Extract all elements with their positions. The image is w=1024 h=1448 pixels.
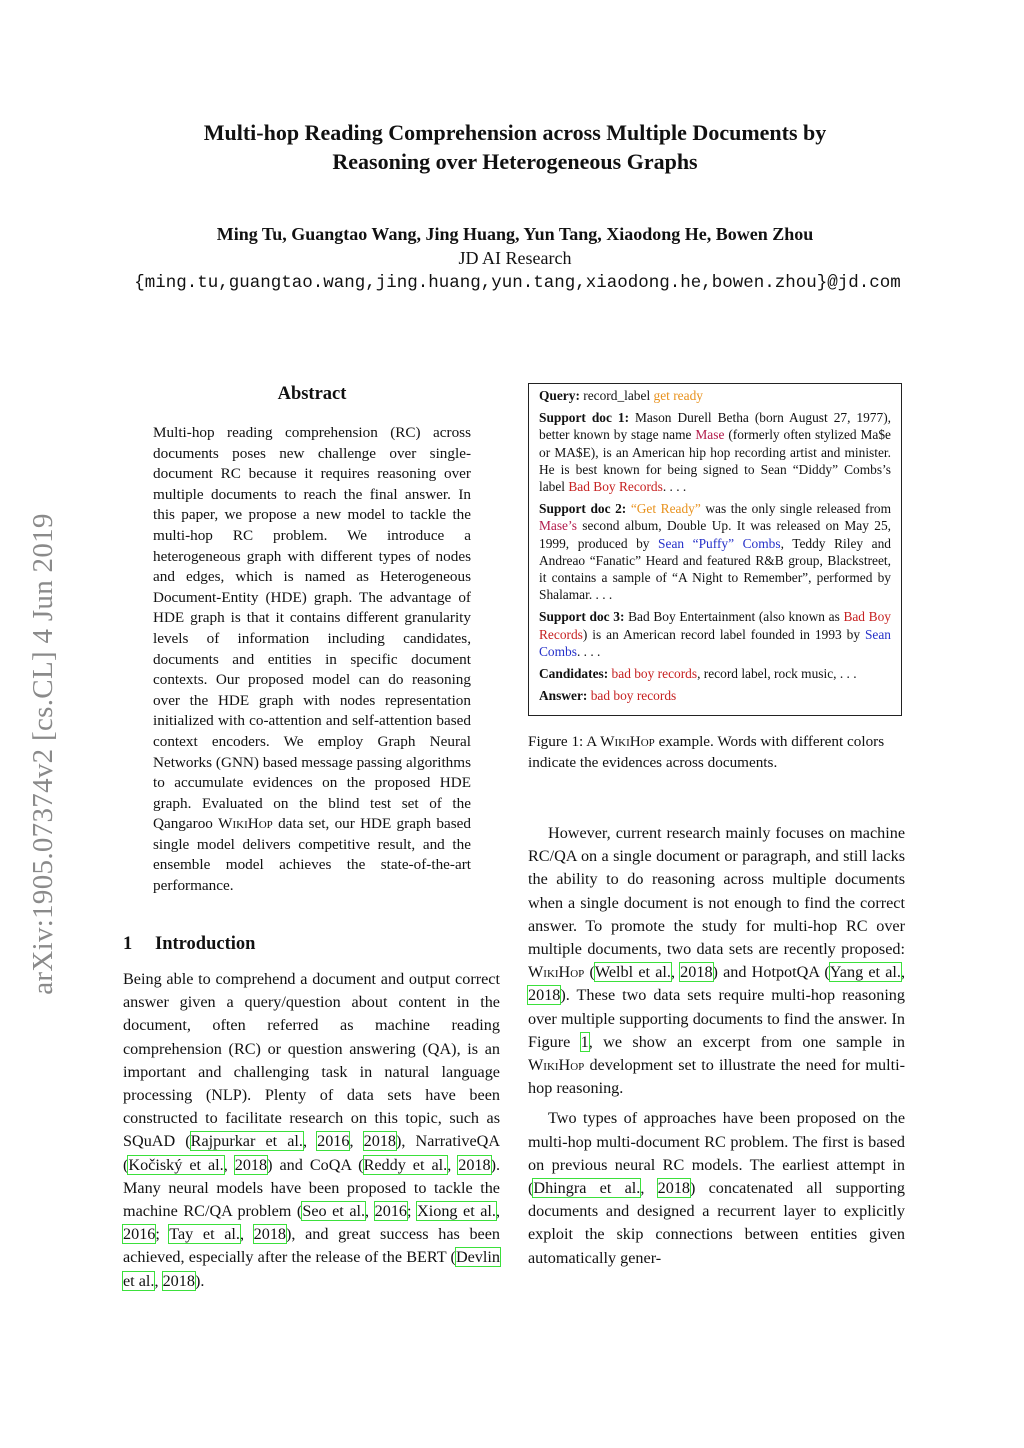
citation-link[interactable]: 2018 [162, 1271, 195, 1290]
introduction-paragraph: Being able to comprehend a document and output correct answer given a query/question about content in the document, often referred as machine reading comprehension (RC) or question answering (QA), is an important and challenging task in natural language processing (NLP). Plenty of data sets have been constructed to facilitate research on this topic, such as SQuAD (Rajpurkar et al., 2016, 2018), NarrativeQA (Kočiský et al., 2018) and CoQA (Reddy et al., 2018). Many neural models have been proposed to tackle the machine RC/QA problem (Seo et al., 2016; Xiong et al., 2016; Tay et al., 2018), and great success has been achieved, especially after the release of the BERT (Devlin et al., 2018). [123, 970, 501, 1290]
title-line-1: Multi-hop Reading Comprehension across Multiple Documents by [203, 120, 827, 145]
citation-link[interactable]: 2018 [458, 1155, 491, 1174]
right-column-text [528, 822, 905, 1270]
affiliation: JD AI Research [458, 248, 572, 268]
paragraph-multi-hop-datasets: However, current research mainly focuses on machine RC/QA on a single document or paragraph, and still lacks the ability to do reasoning across multiple documents when a single document is not enough to find the correct answer. To promote the study for multi-hop RC over multiple documents, two data sets are recently proposed: WikiHop (Welbl et al., 2018) and HotpotQA (Yang et al., 2018). These two data sets require multi-hop reasoning over multiple supporting documents to find the answer. In Figure 1, we show an excerpt from one sample in WikiHop development set to illustrate the need for multi-hop reasoning. [528, 824, 905, 1098]
email-list: {ming.tu,guangtao.wang,jing.huang,yun.tang,xiaodong.he,bowen.zhou}@jd.com [134, 273, 901, 293]
abstract-heading: Abstract [277, 384, 347, 404]
citation-link[interactable]: 2018 [253, 1225, 286, 1244]
citation-link[interactable]: 2016 [123, 1225, 156, 1244]
figure-answer: Answer: bad boy records [539, 688, 677, 704]
citation-link[interactable]: Tay et al. [169, 1225, 240, 1244]
section-title: Introduction [155, 934, 256, 954]
arxiv-identifier[interactable]: arXiv:1905.07374v2 [cs.CL] 4 Jun 2019 [27, 513, 59, 995]
citation-link[interactable]: Welbl et al. [594, 963, 671, 982]
citation-link[interactable]: 2018 [363, 1132, 396, 1151]
wikihop-name: WikiHop [218, 815, 273, 833]
citation-link[interactable]: 2018 [657, 1179, 690, 1198]
citation-link[interactable]: Xiong et al. [417, 1202, 496, 1221]
figure-support-doc-2: Support doc 2: “Get Ready” was the only single released from Mase’s second album, Double Up. It was released on May 25, 1999, produced by Sean “Puffy” Combs, Teddy Riley and Andreao “Fanatic” Heard and featured R&B group, Blackstreet, it contains a sample of “A Night to Remember”, performed by Shalamar. . . . [539, 501, 892, 603]
figure-candidates: Candidates: bad boy records, record label, rock music, . . . [539, 666, 857, 682]
citation-link[interactable]: Dhingra et al. [533, 1179, 641, 1198]
figure-support-doc-1: Support doc 1: Mason Durell Betha (born August 27, 1977), better known by stage name Mase (formerly often stylized Ma$e or MA$E), is an American hip hop recording artist and minister. He is best known for being signed to Sean “Diddy” Combs’s label Bad Boy Records. . . . [539, 410, 891, 495]
citation-link[interactable]: 2016 [317, 1132, 350, 1151]
figure-support-doc-3: Support doc 3: Bad Boy Entertainment (also known as Bad Boy Records) is an American record label founded in 1993 by Sean Combs. . . . [539, 609, 891, 659]
citation-link[interactable]: Reddy et al. [363, 1155, 448, 1174]
citation-link[interactable]: Devlin et al. [123, 1248, 500, 1290]
author-list: Ming Tu, Guangtao Wang, Jing Huang, Yun Tang, Xiaodong He, Bowen Zhou [216, 224, 814, 244]
paper-title [100, 118, 930, 176]
figure-query: Query: record_label get ready [539, 388, 703, 403]
citation-link[interactable]: 2016 [374, 1202, 407, 1221]
figure-1-caption: Figure 1: A WikiHop example. Words with different colors indicate the evidences across documents. [528, 733, 885, 771]
citation-link[interactable]: Kočiský et al. [128, 1155, 224, 1174]
citation-link[interactable]: 2018 [528, 986, 561, 1005]
section-heading-introduction [123, 932, 255, 956]
citation-link[interactable]: 2018 [234, 1155, 268, 1174]
citation-link[interactable]: Rajpurkar et al. [190, 1132, 303, 1151]
figure-reference-link[interactable]: 1 [580, 1032, 589, 1051]
title-line-2: Reasoning over Heterogeneous Graphs [332, 149, 698, 174]
citation-link[interactable]: Yang et al. [829, 963, 901, 982]
citation-link[interactable]: 2018 [680, 963, 713, 982]
paragraph-approaches: Two types of approaches have been proposed on the multi-hop multi-document RC problem. The first is based on previous neural RC models. The earliest attempt in (Dhingra et al., 2018) concatenated all supporting documents and designed a recurrent layer to explicitly exploit the skip connections between entities given automatically gener- [528, 1109, 906, 1267]
figure-1-example-box [528, 383, 902, 716]
section-number: 1 [123, 934, 133, 954]
abstract-text: Multi-hop reading comprehension (RC) across documents poses new challenge over single-document RC because it requires reasoning over multiple documents to reach the final answer. In this paper, we propose a new model to tackle the multi-hop RC problem. We introduce a heterogeneous graph with different types of nodes and edges, which is named as Heterogeneous Document-Entity (HDE) graph. The advantage of HDE graph is that it contains different granularity levels of information including candidates, documents and entities in specific document contexts. Our proposed model can do reasoning over the HDE graph with nodes representation initialized with co-attention and self-attention based context encoders. We employ Graph Neural Networks (GNN) based message passing algorithms to accumulate evidences on the proposed HDE graph. Evaluated on the blind test set of the Qangaroo WikiHop data set, our HDE graph based single model delivers competitive result, and the ensemble model achieves the state-of-the-art performance. [153, 424, 471, 895]
citation-link[interactable]: Seo et al. [302, 1202, 366, 1221]
